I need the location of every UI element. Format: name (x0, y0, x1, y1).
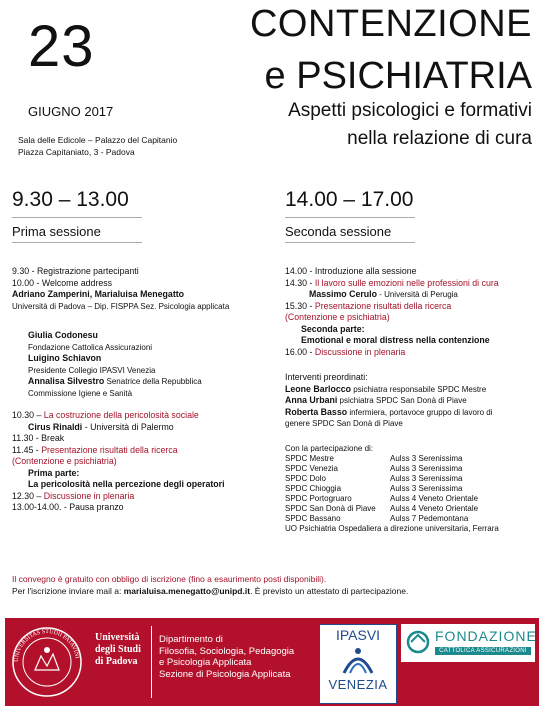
department-line: Sezione di Psicologia Applicata (159, 668, 291, 680)
program-topic: Il lavoro sulle emozioni nelle professioni di cura (314, 277, 499, 288)
speaker-role: Senatrice della Repubblica (104, 377, 202, 386)
program-topic: Discussione in plenaria (43, 490, 135, 501)
participant-unit: SPDC Portogruaro (285, 493, 352, 503)
program-time: 11.45 - (12, 444, 42, 455)
speaker-role: infermiera, portavoce gruppo di lavoro di (347, 407, 493, 417)
speaker-role: Commissione Igiene e Sanità (28, 388, 133, 398)
participant-unit: SPDC Bassano (285, 513, 341, 523)
subtitle-line-2: nella relazione di cura (347, 128, 532, 149)
morning-session-label: Prima sessione (12, 224, 101, 239)
title-line-1: CONTENZIONE (249, 3, 532, 45)
university-seal-icon (11, 626, 83, 698)
part-label: Seconda parte: (301, 323, 365, 334)
speaker-name: Anna Urbani (285, 395, 338, 405)
department-line: e Psicologia Applicata (159, 657, 252, 668)
venue-line-2: Piazza Capitaniato, 3 - Padova (18, 147, 135, 157)
speaker-names: Adriano Zamperini, Marialuisa Menegatto (12, 289, 185, 299)
notice-suffix: . È previsto un attestato di partecipazione. (250, 585, 409, 596)
speaker-name: Leone Barlocco (285, 383, 351, 394)
speaker-role: psichiatra responsabile SPDC Mestre (351, 384, 487, 394)
program-time: 15.30 - (285, 300, 315, 311)
speaker-role: Fondazione Cattolica Assicurazioni (28, 342, 153, 352)
university-line: Università (95, 632, 140, 643)
afternoon-divider (285, 217, 415, 218)
participants-block (285, 444, 540, 534)
participant-row (285, 464, 540, 474)
speaker-name: Giulia Codonesu (28, 330, 98, 340)
speaker-role: psichiatra SPDC San Donà di Piave (337, 396, 467, 405)
title-line-2: e PSICHIATRIA (264, 55, 532, 97)
registration-notice (12, 574, 537, 597)
university-line: di Padova (95, 656, 138, 667)
morning-time: 9.30 – 13.00 (12, 188, 129, 211)
participants-list (285, 454, 540, 524)
program-topic: (Contenzione e psichiatria) (285, 312, 390, 322)
university-name (95, 632, 141, 668)
participant-unit: SPDC Mestre (285, 453, 334, 463)
program-topic: Presentazione risultati della ricerca (314, 300, 452, 311)
participant-aulss: Aulss 3 Serenissima (390, 473, 463, 483)
university-line: degli Studi (95, 644, 141, 655)
speaker-role: genere SPDC San Donà di Piave (285, 419, 403, 428)
venue-line-1: Sala delle Edicole – Palazzo del Capitanio (18, 135, 178, 145)
event-month: GIUGNO 2017 (28, 104, 114, 119)
footer-divider (151, 626, 152, 698)
participant-row (285, 484, 540, 494)
participant-aulss: Aulss 4 Veneto Orientale (390, 503, 479, 513)
speaker-affiliation: Università di Padova – Dip. FISPPA Sez. Psicologia applicata (12, 301, 230, 311)
afternoon-divider-2 (285, 242, 415, 243)
speaker-name: Massimo Cerulo (309, 289, 377, 299)
participant-aulss: Aulss 7 Pedemontana (390, 513, 469, 523)
notice-prefix: Per l'iscrizione inviare mail a: (12, 585, 124, 596)
speaker-name: Annalisa Silvestro (28, 376, 105, 386)
program-time: 16.00 - (285, 346, 315, 357)
participant-row (285, 474, 540, 484)
ipasvi-logo-bottom: VENEZIA (328, 677, 388, 692)
program-topic: Presentazione risultati della ricerca (41, 444, 178, 455)
participant-unit: SPDC Chioggia (285, 483, 342, 493)
section-label: Interventi preordinati: (285, 372, 368, 382)
program-line: 11.30 - Break (12, 433, 65, 443)
speaker-name: Luigino Schiavon (28, 353, 102, 363)
speaker-role: Presidente Collegio IPASVI Venezia (28, 365, 156, 375)
program-line: 13.00-14.00. - Pausa pranzo (12, 502, 124, 512)
speaker-role: - Università di Perugia (376, 290, 458, 299)
participant-row (285, 514, 540, 524)
participant-extra: UO Psichiatria Ospedaliera a direzione universitaria, Ferrara (285, 523, 499, 533)
morning-divider-2 (12, 242, 142, 243)
department-line: Dipartimento di (159, 634, 223, 645)
ipasvi-emblem-icon (338, 643, 378, 677)
afternoon-session-label: Seconda sessione (285, 224, 392, 239)
program-time: 14.30 - (285, 277, 315, 288)
fondazione-emblem-icon (405, 630, 431, 654)
participant-unit: SPDC Venezia (285, 463, 338, 473)
fondazione-logo-subtitle: CATTOLICA ASSICURAZIONI (435, 647, 531, 655)
participant-row (285, 454, 540, 464)
participant-unit: SPDC San Donà di Piave (285, 503, 376, 513)
notice-line-1: Il convegno è gratuito con obbligo di iscrizione (fino a esaurimento posti disponibili). (12, 574, 327, 584)
registration-email-link[interactable]: marialuisa.menegatto@unipd.it (123, 585, 251, 596)
participant-aulss: Aulss 3 Serenissima (390, 483, 463, 493)
program-topic: Discussione in plenaria (314, 346, 406, 357)
part-label: Prima parte: (28, 467, 80, 478)
department-name (159, 634, 294, 680)
afternoon-program (285, 266, 540, 534)
speaker-name: Roberta Basso (285, 406, 348, 417)
speaker-role: - Università di Palermo (82, 421, 174, 432)
subtitle-line-1: Aspetti psicologici e formativi (288, 100, 532, 121)
participant-aulss: Aulss 3 Serenissima (390, 463, 463, 473)
part-title: La pericolosità nella percezione degli operatori (28, 479, 225, 489)
program-time: 12.30 – (12, 490, 44, 501)
speaker-block (12, 330, 280, 399)
part-title: Emotional e moral distress nella contenzione (301, 335, 490, 345)
program-topic: (Contenzione e psichiatria) (12, 456, 117, 466)
ipasvi-logo (319, 624, 397, 704)
fondazione-logo-title: FONDAZIONE (435, 628, 537, 644)
program-line: 14.00 - Introduzione alla sessione (285, 266, 417, 276)
fondazione-logo (401, 624, 535, 662)
program-topic: La costruzione della pericolosità sociale (43, 410, 199, 420)
morning-program (12, 266, 280, 514)
participant-aulss: Aulss 3 Serenissima (390, 453, 463, 463)
participant-row (285, 494, 540, 504)
morning-divider (12, 217, 142, 218)
department-line: Filosofia, Sociologia, Pedagogia (159, 645, 295, 657)
event-venue (18, 134, 177, 158)
program-line: 10.00 - Welcome address (12, 277, 113, 288)
speaker-name: Cirus Rinaldi (28, 421, 83, 432)
participant-aulss: Aulss 4 Veneto Orientale (390, 493, 479, 503)
program-time: 10.30 – (12, 410, 44, 420)
program-line: 9.30 - Registrazione partecipanti (12, 266, 139, 276)
seal-text: UNIVERSITAS STUDII PATAVINI (13, 628, 80, 663)
footer-banner (5, 618, 539, 706)
participant-unit: SPDC Dolo (285, 473, 326, 483)
participant-row (285, 504, 540, 514)
afternoon-time: 14.00 – 17.00 (285, 188, 414, 211)
event-day: 23 (28, 14, 95, 79)
ipasvi-logo-top: IPASVI (335, 627, 381, 643)
section-label: Con la partecipazione di: (285, 443, 374, 453)
